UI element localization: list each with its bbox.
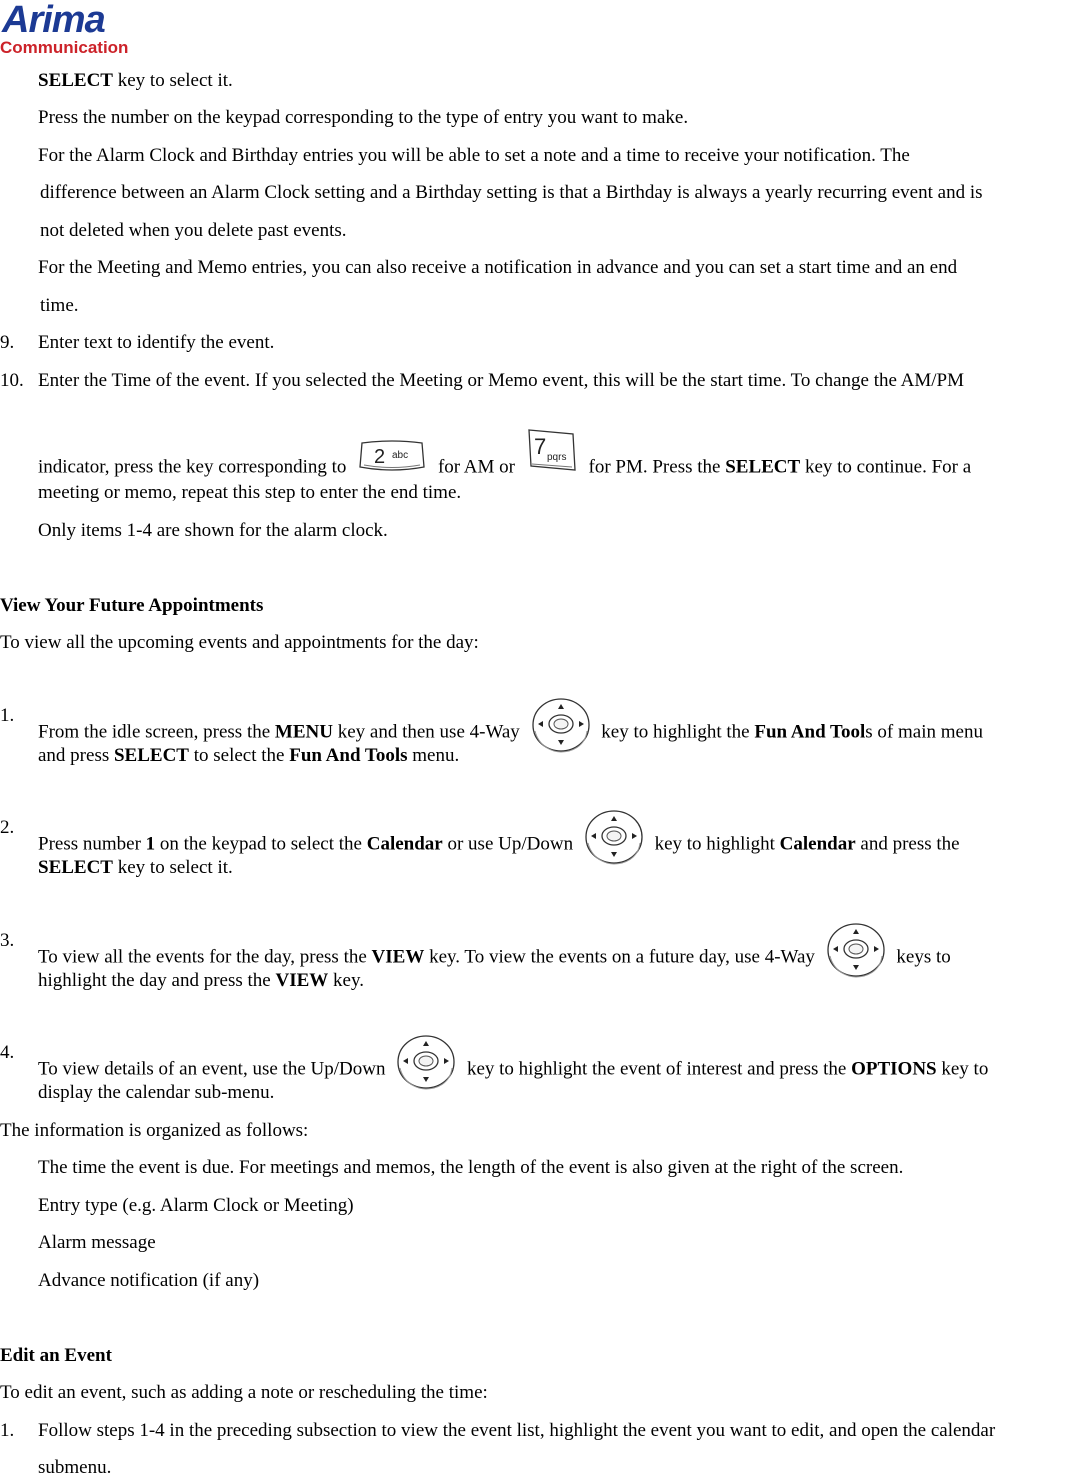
step-10-line-1: Enter the Time of the event. If you selected the Meeting or Memo event, this will be the start time. To change the AM/PM	[38, 370, 964, 391]
view-step-2-number: 2.	[0, 817, 15, 838]
view-intro: To view all the upcoming events and appointments for the day:	[0, 632, 479, 653]
info-item-3: Alarm message	[38, 1232, 156, 1253]
section-heading-view: View Your Future Appointments	[0, 595, 264, 616]
step-10-line-3: meeting or memo, repeat this step to enter the end time.	[38, 482, 462, 503]
top-line-7: time.	[40, 295, 79, 316]
arima-logo	[0, 0, 152, 60]
info-item-1: The time the event is due. For meetings and memos, the length of the event is also given at the right of the screen.	[38, 1157, 904, 1178]
4-way-navigation-key-icon	[584, 809, 644, 865]
keypad-7-pqrs-icon	[526, 426, 578, 482]
top-line-1: SELECT key to select it.	[38, 70, 233, 91]
svg-text:abc: abc	[392, 450, 409, 461]
step-10-number: 10.	[0, 370, 24, 391]
edit-step-1-line-2: submenu.	[38, 1457, 112, 1478]
edit-step-1-line-1: Follow steps 1-4 in the preceding subsection to view the event list, highlight the event you want to edit, and open the calendar	[38, 1420, 996, 1441]
step-10-line-2: indicator, press the key corresponding to 2 abc for AM or 7 pqrs for PM. Press the SELECT key to continue. For a	[38, 440, 971, 496]
svg-text:2: 2	[374, 446, 386, 468]
view-step-1-line-2: and press SELECT to select the Fun And Tools menu.	[38, 745, 460, 766]
svg-text:7: 7	[533, 434, 546, 459]
top-line-4: difference between an Alarm Clock setting and a Birthday setting is that a Birthday is always a yearly recurring event and is	[40, 182, 983, 203]
keypad-2-abc-icon	[357, 439, 427, 481]
view-step-1-line-1: From the idle screen, press the MENU key and then use 4-Way key to highlight the Fun And Tools of main menu	[38, 705, 983, 761]
top-line-3: For the Alarm Clock and Birthday entries you will be able to set a note and a time to receive your notification. The	[38, 145, 910, 166]
view-step-2-line-1: Press number 1 on the keypad to select the Calendar or use Up/Down key to highlight Calendar and press the	[38, 817, 960, 873]
info-item-4: Advance notification (if any)	[38, 1270, 260, 1291]
view-step-4-number: 4.	[0, 1042, 15, 1063]
step-9-text: Enter text to identify the event.	[38, 332, 275, 353]
view-step-1-number: 1.	[0, 705, 15, 726]
view-step-4-line-2: display the calendar sub-menu.	[38, 1082, 275, 1103]
section-heading-edit: Edit an Event	[0, 1345, 112, 1366]
view-step-3-number: 3.	[0, 930, 15, 951]
info-item-2: Entry type (e.g. Alarm Clock or Meeting)	[38, 1195, 354, 1216]
edit-intro: To edit an event, such as adding a note or rescheduling the time:	[0, 1382, 488, 1403]
4-way-navigation-key-icon	[826, 922, 886, 978]
top-line-6: For the Meeting and Memo entries, you can also receive a notification in advance and you can set a start time and an end	[38, 257, 958, 278]
svg-text:pqrs: pqrs	[546, 452, 567, 463]
view-step-2-line-2: SELECT key to select it.	[38, 857, 233, 878]
view-step-3-line-2: highlight the day and press the VIEW key.	[38, 970, 364, 991]
4-way-navigation-key-icon	[396, 1034, 456, 1090]
top-line-2: Press the number on the keypad corresponding to the type of entry you want to make.	[38, 107, 689, 128]
view-step-4-line-1: To view details of an event, use the Up/Down key to highlight the event of interest and press the OPTIONS key to	[38, 1042, 988, 1098]
top-line-5: not deleted when you delete past events.	[40, 220, 347, 241]
view-step-3-line-1: To view all the events for the day, press the VIEW key. To view the events on a future day, use 4-Way keys to	[38, 930, 951, 986]
logo-tagline: Communication	[0, 38, 129, 57]
step-9-number: 9.	[0, 332, 15, 353]
4-way-navigation-key-icon	[531, 697, 591, 753]
edit-step-1-number: 1.	[0, 1420, 15, 1441]
step-10-line-4: Only items 1-4 are shown for the alarm clock.	[38, 520, 388, 541]
logo-brand: Arima	[2, 0, 105, 41]
info-intro: The information is organized as follows:	[0, 1120, 309, 1141]
